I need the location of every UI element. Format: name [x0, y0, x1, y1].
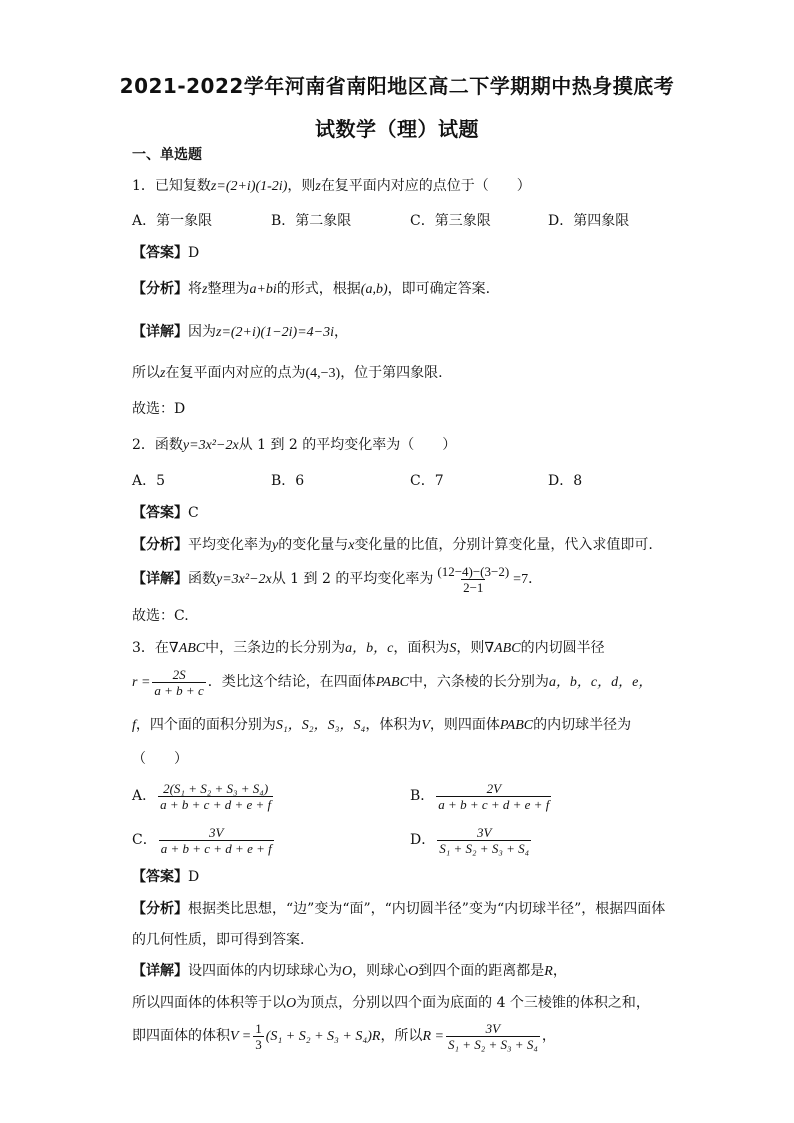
q3-stem-text: 的内切圆半径: [520, 640, 605, 656]
q1-detail: [132, 322, 348, 343]
q1-stem: [132, 176, 531, 197]
q1-conclusion-text: ，位于第四象限.: [340, 365, 443, 381]
q3-detail-text: ，则球心: [352, 963, 409, 979]
fraction-numerator: 1: [255, 1020, 262, 1036]
fraction-numerator: 2(S₁ + S₂ + S₃ + S₄): [163, 780, 269, 796]
q3-analysis: [132, 899, 665, 919]
q3-stem-var: r =: [132, 675, 151, 690]
q3-stem-text: ，面积为: [393, 640, 450, 656]
q3-option-b-fraction: [436, 781, 551, 812]
option-label: D．: [410, 832, 436, 848]
q2-answer: [132, 503, 199, 523]
q3-answer: [132, 867, 199, 887]
fraction-denominator: S₁ + S₂ + S₃ + S₄: [439, 840, 530, 856]
q3-stem-text: ，则: [456, 640, 485, 656]
q3-stem-text: ．类比这个结论，在四面体: [207, 674, 376, 690]
detail-label: 【详解】: [132, 963, 188, 979]
q2-detail-result: =7: [513, 572, 529, 587]
q3-stem-line-1: [132, 638, 605, 659]
q3-detail-var: V =: [230, 1029, 252, 1044]
q3-stem-areas: S₁，S₂，S₃，S₄: [275, 718, 366, 733]
q3-answer-value: D: [188, 869, 200, 885]
q1-analysis-text: ，即可确定答案.: [387, 281, 491, 297]
q3-stem-text: ，四个面的面积分别为: [135, 717, 276, 733]
q3-detail-text: ，: [541, 1028, 556, 1044]
q3-stem-text: 中，三条边的长分别为: [205, 640, 346, 656]
q3-stem-edges: a，b，c，d，e，: [548, 675, 653, 690]
q3-detail-text: ，: [552, 963, 567, 979]
q2-analysis-text: 变化量的比值，分别计算变化量，代入求值即可.: [354, 537, 653, 553]
q2-stem-func: y=3x²−2x: [182, 438, 239, 453]
fraction-numerator: 2V: [486, 780, 502, 796]
q1-analysis-text: 的形式，根据: [276, 281, 361, 297]
q2-option-a: A．5: [132, 473, 166, 489]
q3-detail-line-3: [132, 1018, 556, 1055]
q2-detail-text: ．: [528, 571, 543, 587]
q1-stem-text: 1．已知复数: [132, 178, 211, 194]
q3-analysis-text: 根据类比思想，“边”变为“面”，“内切圆半径”变为“内切球半径”，根据四面体: [188, 901, 666, 917]
analysis-label: 【分析】: [132, 281, 188, 297]
fraction-numerator: (12−4)−(3−2): [437, 563, 510, 579]
option-label: B．: [410, 788, 435, 804]
q3-detail-expr: (S₁ + S₂ + S₃ + S₄)R: [265, 1029, 381, 1044]
q3-detail-var: O: [342, 964, 353, 979]
q3-detail-fraction-third: [253, 1021, 264, 1052]
answer-label: 【答案】: [132, 505, 188, 521]
q3-option-c-fraction: [159, 825, 274, 856]
q1-conclusion-var: z: [160, 366, 166, 381]
fraction-denominator: S₁ + S₂ + S₃ + S₄: [447, 1036, 538, 1052]
fraction-denominator: a + b + c + d + e + f: [160, 840, 272, 856]
q3-stem-text: ，体积为: [365, 717, 422, 733]
q1-option-b: B．第二象限: [271, 213, 352, 229]
q1-analysis-var: z: [202, 282, 208, 297]
fraction-denominator: a + b + c + d + e + f: [160, 796, 272, 812]
q3-detail-text: 为顶点，分别以四个面为底面的 4 个三棱锥的体积之和，: [296, 995, 650, 1011]
q2-answer-value: C: [188, 505, 199, 521]
q3-detail-text: 设四面体的内切球球心为: [188, 963, 342, 979]
q2-stem: [132, 435, 456, 456]
q2-detail-text: 从 1 到 2 的平均变化率为: [271, 571, 434, 587]
q2-choose: 故选：C.: [132, 608, 189, 624]
q3-stem-text: 的内切球半径为: [533, 717, 632, 733]
q2-option-b: B．6: [271, 473, 305, 489]
q1-choose: 故选：D: [132, 401, 186, 417]
q3-stem-var: S: [449, 641, 457, 656]
option-label: A．: [132, 788, 157, 804]
q1-stem-text: 在复平面内对应的点位于（ ）: [320, 178, 531, 194]
q1-conclusion-text: 在复平面内对应的点为: [165, 365, 306, 381]
analysis-label: 【分析】: [132, 901, 188, 917]
detail-label: 【详解】: [132, 324, 188, 340]
q3-stem-text: 中，六条棱的长分别为: [408, 674, 549, 690]
q2-stem-text: 2．函数: [132, 437, 183, 453]
q1-analysis-text: 将: [188, 281, 202, 297]
q1-conclusion-text: 所以: [132, 365, 160, 381]
q1-analysis-form: a+bi: [249, 282, 277, 297]
q3-stem-text: ，则四面体: [429, 717, 500, 733]
q3-detail-text: ，所以: [380, 1028, 423, 1044]
q1-analysis-text: 整理为: [207, 281, 250, 297]
q3-detail-text: 即四面体的体积: [132, 1028, 230, 1044]
fraction-numerator: 3V: [476, 824, 492, 840]
q1-stem-expr: z=(2+i)(1-2i): [210, 179, 288, 194]
q1-detail-expr: z=(2+i)(1−2i)=4−3i: [216, 325, 335, 340]
detail-label: 【详解】: [132, 571, 188, 587]
fraction-denominator: a + b + c + d + e + f: [438, 796, 550, 812]
q1-detail-text: 因为: [188, 324, 216, 340]
q2-detail-func: y=3x²−2x: [216, 572, 272, 587]
q3-stem-triangle: ∇ABC: [168, 641, 206, 656]
q2-analysis-var: y: [272, 538, 279, 553]
q2-option-c: C．7: [410, 473, 444, 489]
q1-option-d: D．第四象限: [548, 213, 630, 229]
option-label: C．: [132, 832, 157, 848]
q3-option-d-fraction: [437, 825, 531, 856]
fraction-denominator: 2−1: [463, 579, 484, 595]
q3-stem-tetra: PABC: [375, 675, 409, 690]
q3-stem-sides: a，b，c: [345, 641, 394, 656]
answer-label: 【答案】: [132, 245, 188, 261]
q3-detail-var: R: [544, 964, 553, 979]
q2-detail-fraction: [435, 564, 511, 595]
q3-option-a-fraction: [158, 781, 273, 812]
fraction-numerator: 2S: [172, 666, 186, 682]
q1-option-c: C．第三象限: [410, 213, 491, 229]
q3-stem-tetra: PABC: [499, 718, 534, 733]
q3-detail-var: O: [286, 996, 297, 1011]
q1-stem-var: z: [315, 179, 321, 194]
q3-stem-line-3: [132, 715, 631, 736]
q2-detail: [132, 562, 542, 597]
q2-analysis-text: 的变化量与: [278, 537, 349, 553]
analysis-label: 【分析】: [132, 537, 188, 553]
section-heading: 一、单选题: [132, 147, 202, 163]
q2-analysis-text: 平均变化率为: [188, 537, 272, 553]
fraction-numerator: 3V: [209, 824, 224, 840]
q3-stem-line-2: [132, 664, 652, 701]
q3-stem-text: 3．在: [132, 640, 169, 656]
q3-detail-fraction-radius: [446, 1021, 540, 1052]
page-title-line-1: 2021-2022学年河南省南阳地区高二下学期期中热身摸底考: [119, 74, 675, 98]
q1-stem-text: ，则: [287, 178, 316, 194]
q1-option-a: A．第一象限: [132, 213, 213, 229]
q2-detail-text: 函数: [188, 571, 216, 587]
q3-stem-var: f: [132, 718, 136, 733]
q2-analysis-var: x: [348, 538, 355, 553]
q3-option-a: [132, 778, 275, 814]
fraction-denominator: a + b + c: [154, 682, 204, 698]
q1-detail-text: ，: [334, 324, 349, 340]
q3-detail-var: R =: [422, 1029, 444, 1044]
q1-conclusion-point: (4,−3): [305, 366, 341, 381]
q3-stem-line-4: （ ）: [132, 751, 188, 767]
q3-stem-var: V: [421, 718, 430, 733]
answer-label: 【答案】: [132, 869, 188, 885]
fraction-denominator: 3: [255, 1036, 262, 1052]
q3-detail-line-2: [132, 993, 650, 1014]
q2-stem-text: 从 1 到 2 的平均变化率为（ ）: [238, 437, 457, 453]
q2-option-d: D．8: [548, 473, 583, 489]
q3-detail-text: 到四个面的距离都是: [418, 963, 545, 979]
q3-detail-text: 所以四面体的体积等于以: [132, 995, 286, 1011]
q3-detail-var: O: [408, 964, 419, 979]
q3-detail: [132, 961, 567, 982]
q3-option-c: [132, 822, 276, 858]
q3-stem-triangle: ∇ABC: [484, 641, 521, 656]
q3-option-b: [410, 778, 553, 814]
q3-analysis-line-2: 的几何性质，即可得到答案.: [132, 932, 305, 948]
q3-stem-fraction: [152, 667, 205, 698]
q1-analysis-pair: (a,b): [360, 282, 388, 297]
q1-conclusion: [132, 363, 443, 384]
fraction-numerator: 3V: [485, 1020, 501, 1036]
q1-answer-value: D: [188, 245, 200, 261]
page-title-line-2: 试数学（理）试题: [315, 117, 479, 141]
q1-analysis: [132, 279, 490, 300]
q1-answer: [132, 243, 199, 263]
q2-analysis: [132, 535, 653, 556]
q3-option-d: [410, 822, 533, 858]
